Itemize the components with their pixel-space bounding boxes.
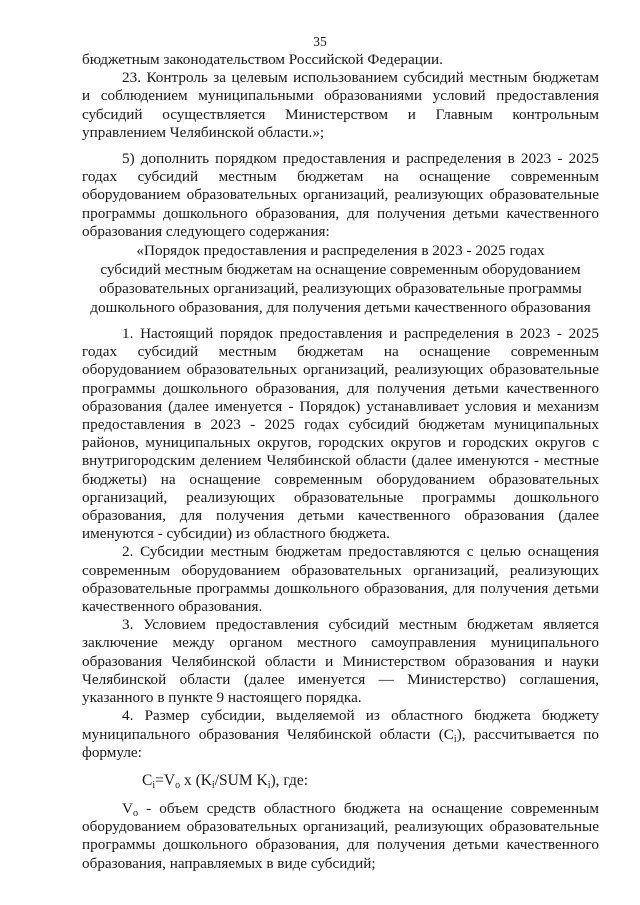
section-heading xyxy=(82,241,599,317)
paragraph-1: 1. Настоящий порядок предоставления и распределения в 2023 - 2025 годах субсидий местным бюджетам на оснащение современным оборудованием образовательных организаций, реализующих образовательные программы дошкольного образования, для получения детьми качественного образования (далее именуется - Порядок) устанавливает условия и механизм предоставления в 2023 - 2025 годах субсидий бюджетам муниципальных районов, муниципальных округов, городских округов и городских округов с внутригородским делением Челябинской области (далее именуются - местные бюджеты) на оснащение современным оборудованием образовательных организаций, реализующих образовательные программы дошкольного образования, для получения детьми качественного образования (далее именуются - субсидии) из областного бюджета. xyxy=(82,325,599,543)
paragraph-2: 2. Субсидии местным бюджетам предоставляются с целью оснащения современным оборудованием образовательных организаций, реализующих образовательные программы дошкольного образования, для получения детьми качественного образования. xyxy=(82,543,599,616)
heading-line: «Порядок предоставления и распределения в 2023 - 2025 годах xyxy=(136,242,545,260)
paragraph-4: 4. Размер субсидии, выделяемой из областного бюджета бюджету муниципального образования Челябинской области $(C_i)$, рассчитывается по формуле: xyxy=(82,707,599,761)
paragraph-23: 23. Контроль за целевым использованием субсидий местным бюджетам и соблюдением муниципальными образованиями условий предоставления субсидий осуществляется Министерством и Главным контрольным управлением Челябинской области.»; xyxy=(82,69,599,141)
heading-line: дошкольного образования, для получения детьми качественного образования xyxy=(90,299,591,317)
paragraph-intro-tail: бюджетным законодательством Российской Федерации. xyxy=(82,51,443,68)
heading-line: субсидий местным бюджетам на оснащение современным оборудованием xyxy=(100,261,581,279)
paragraph-5: 5) дополнить порядком предоставления и распределения в 2023 - 2025 годах субсидий местным бюджетам на оснащение современным оборудованием образовательных организаций, реализующих образовательные программы дошкольного образования, для получения детьми качественного образования следующего содержания: xyxy=(82,150,599,240)
heading-line: образовательных организаций, реализующих образовательные программы xyxy=(99,280,582,298)
page-number: 35 xyxy=(313,34,327,49)
document-body xyxy=(82,51,599,873)
formula: $C_i=V_o$ x ($K_i$/SUM $K_i$), где: xyxy=(142,771,309,791)
definition-vo: $V_o$ - объем средств областного бюджета на оснащение современным оборудованием образовательных организаций, реализующих образовательные программы дошкольного образования, для получения детьми качественного образования, направляемых в виде субсидий; xyxy=(82,799,599,872)
paragraph-3: 3. Условием предоставления субсидий местным бюджетам является заключение между органом местного самоуправления муниципального образования Челябинской области и Министерством образования и науки Челябинской области (далее именуется — Министерство) соглашения, указанного в пункте 9 настоящего порядка. xyxy=(82,616,599,707)
